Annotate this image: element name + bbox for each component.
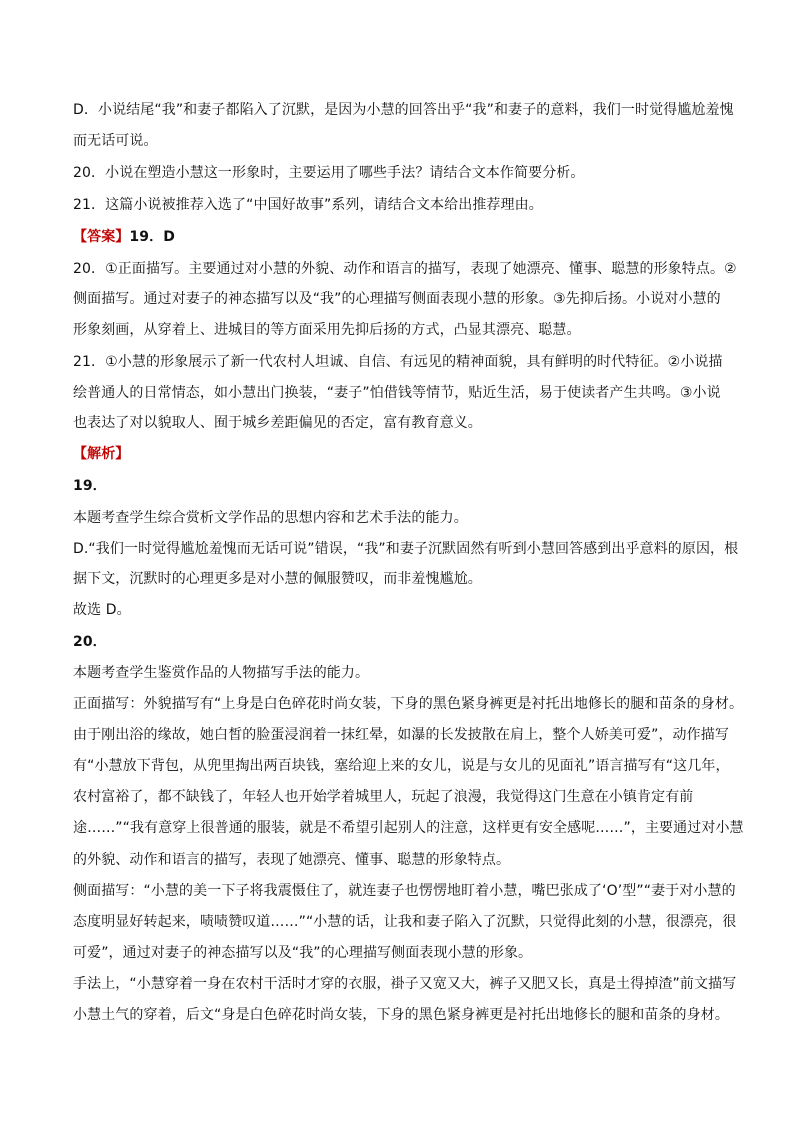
analysis-20-line7: 的外貌、动作和语言的描写，表现了她漂亮、懂事、聪慧的形象特点。: [73, 852, 511, 868]
analysis-20-line8: 侧面描写：“小慧的美一下子将我震慑住了，就连妻子也愣愣地盯着小慧，嘴巴张成了‘O’型”“妻于对小慧的: [73, 883, 736, 899]
answer-21-line2: 绘普通人的日常情态，如小慧出门换装，“妻子”怕借钱等情节，贴近生活，易于使读者产生共鸣。③小说: [73, 385, 721, 401]
analysis-19-line4: 故选 D。: [73, 602, 131, 618]
analysis-20-line6: 途……”“我有意穿上很普通的服装，就是不希望引起别人的注意，这样更有安全感呢……”，主要通过对小慧: [73, 820, 744, 836]
analysis-20-line4: 有“小慧放下背包，从兜里掏出两百块钱，塞给迎上来的女儿，说是与女儿的见面礼”语言描写有“这几年，: [73, 758, 730, 774]
answer-heading: [73, 227, 175, 247]
answer-19: 19．D: [129, 229, 175, 245]
analysis-20-line11: 手法上，“小慧穿着一身在农村干活时才穿的衣服，褂子又宽又大，裤子又肥又长，真是土得掉渣”前文描写: [73, 976, 737, 992]
analysis-20-line5: 农村富裕了，都不缺钱了，年轻人也开始学着城里人，玩起了浪漫，我觉得这门生意在小镇肯定有前: [73, 789, 694, 805]
question-20: 20．小说在塑造小慧这一形象时，主要运用了哪些手法？请结合文本作简要分析。: [73, 165, 585, 181]
analysis-20-line9: 态度明显好转起来，啧啧赞叹道……”“小慧的话，让我和妻子陷入了沉默，只觉得此刻的小慧，很漂亮，很: [73, 914, 737, 930]
analysis-20-line1: 本题考查学生鉴赏作品的人物描写手法的能力。: [73, 665, 370, 681]
analysis-label: 【解析】: [73, 446, 130, 462]
q19-option-d-line1: D．小说结尾“我”和妻子都陷入了沉默，是因为小慧的回答出乎“我”和妻子的意料，我们一时觉得尴尬羞愧: [73, 102, 734, 118]
analysis-19-line3: 据下文，沉默时的心理更多是对小慧的佩服赞叹，而非羞愧尴尬。: [73, 571, 482, 587]
answer-label: 【答案】: [73, 229, 130, 245]
analysis-19-number: 19．: [73, 478, 107, 494]
analysis-20-line12: 小慧土气的穿着，后文“身是白色碎花时尚女装，下身的黑色紧身裤更是衬托出地修长的腿和苗条的身材。: [73, 1007, 729, 1023]
analysis-20-line2: 正面描写：外貌描写有“上身是白色碎花时尚女装，下身的黑色紧身裤更是衬托出地修长的腿和苗条的身材。: [73, 696, 744, 712]
answer-21-line1: 21．①小慧的形象展示了新一代农村人坦诚、自信、有远见的精神面貌，具有鲜明的时代特征。②小说描: [73, 354, 723, 370]
answer-21-line3: 也表达了对以貌取人、囿于城乡差距偏见的否定，富有教育意义。: [73, 415, 482, 431]
analysis-20-line10: 可爱”，通过对妻子的神态描写以及“我”的心理描写侧面表现小慧的形象。: [73, 945, 533, 961]
q19-option-d-line2: 而无话可说。: [73, 133, 158, 149]
answer-20-line3: 形象刻画，从穿着上、进城目的等方面采用先抑后扬的方式，凸显其漂亮、聪慧。: [73, 322, 581, 338]
analysis-20-line3: 由于刚出浴的缘故，她白皙的脸蛋浸润着一抹红晕，如瀑的长发披散在肩上，整个人娇美可爱”，动作描写: [73, 727, 729, 743]
answer-20-line1: 20．①正面描写。主要通过对小慧的外貌、动作和语言的描写，表现了她漂亮、懂事、聪慧的形象特点。②: [73, 261, 737, 277]
analysis-19-line2: D.“我们一时觉得尴尬羞愧而无话可说”错误，“我”和妻子沉默固然有听到小慧回答感到出乎意料的原因，根: [73, 541, 739, 557]
question-21: 21．这篇小说被推荐入选了“中国好故事”系列，请结合文本给出推荐理由。: [73, 197, 543, 213]
analysis-19-line1: 本题考查学生综合赏析文学作品的思想内容和艺术手法的能力。: [73, 510, 468, 526]
analysis-20-number: 20．: [73, 634, 107, 650]
answer-20-line2: 侧面描写。通过对妻子的神态描写以及“我”的心理描写侧面表现小慧的形象。③先抑后扬。小说对小慧的: [73, 291, 721, 307]
